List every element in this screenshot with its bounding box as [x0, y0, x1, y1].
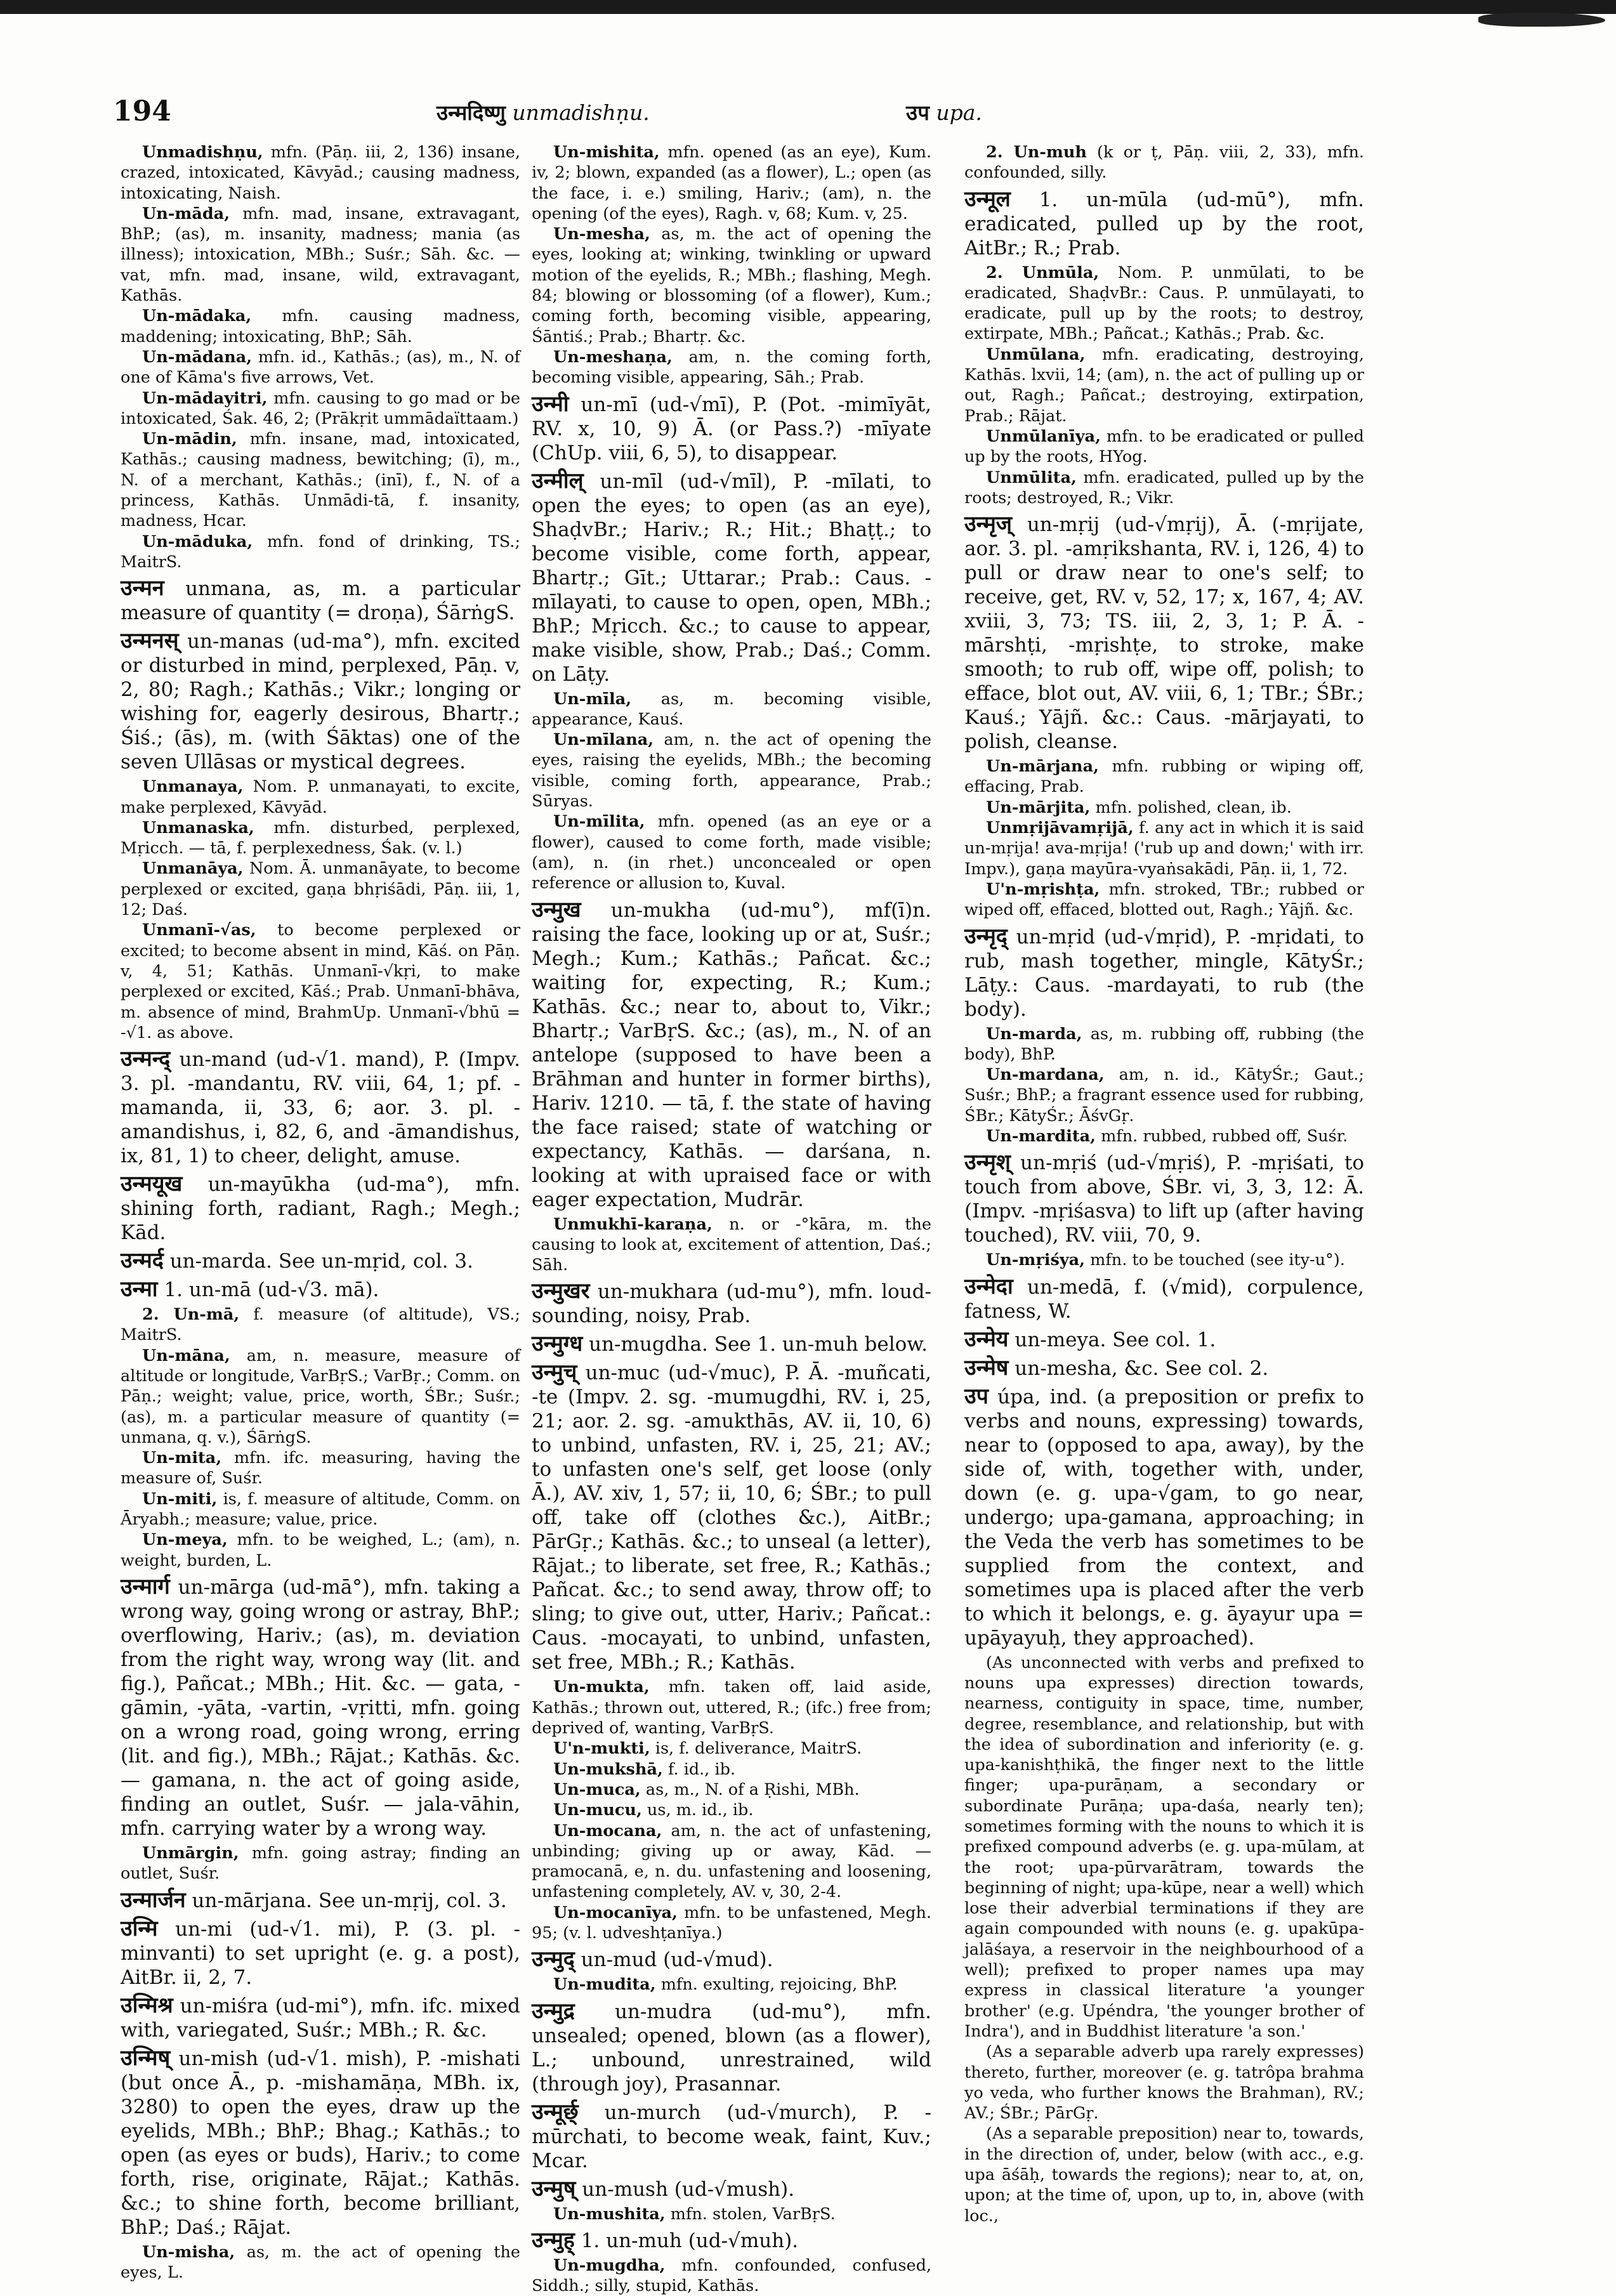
definition: am, n. the coming forth, becoming visible, appearing, Sāh.; Prab. — [532, 347, 931, 388]
dictionary-entry — [532, 2255, 931, 2296]
headword: Unmanī-√as, — [142, 921, 256, 940]
headword: U'n-mṛishṭa, — [986, 879, 1100, 899]
headword: उन्मूर्छ् — [532, 2099, 579, 2125]
definition: un-mesha, &c. See col. 2. — [1008, 1356, 1269, 1380]
dictionary-entry — [964, 756, 1364, 797]
headword: Un-mīlita, — [553, 812, 645, 832]
headword: उन्मनस् — [121, 628, 179, 654]
definition: Nom. P. unmanayati, to excite, make perplexed, Kāvyād. — [121, 777, 520, 817]
headword: Unmanaya, — [142, 777, 244, 797]
headword: Un-misha, — [142, 2242, 235, 2262]
headword: Un-mocana, — [553, 1821, 662, 1840]
dictionary-entry — [532, 1759, 931, 1780]
dictionary-entry — [532, 224, 931, 347]
dictionary-entry — [121, 920, 520, 1043]
definition: as, m. rubbing off, rubbing (the body), BhP. — [964, 1024, 1364, 1064]
definition: (As a separable adverb upa rarely expresses) thereto, further, moreover (e. g. tatrôpa brahma yo veda, who further knows the Brahman), RV.; AV.; ŚBr.; PārGṛ. — [964, 2042, 1364, 2123]
dictionary-entry — [532, 1738, 931, 1759]
definition: un-mukha (ud-mu°), mf(ī)n. raising the face, looking up or at, Suśr.; Megh.; Kum.; Kathās.; Pañcat. &c.; waiting for, expecting, R.; Kum.; Kathās. &c.; near to, about to, Vikr.; Bhartṛ.; VarBṛS. &c.; (as), m., N. of an antelope (supposed to have been a Brāhman and hunter in former births), Hariv. 1210. — tā, f. the state of having the face raised; state of watching or expectancy, Kathās. — darśana, n. looking at with upraised face or with eager expectation, Mudrār. — [532, 898, 931, 1211]
definition: mfn. to be touched (see ity-u°). — [1085, 1250, 1345, 1270]
definition: us, m. id., ib. — [641, 1801, 754, 1820]
headword: Unmūlanīya, — [986, 426, 1101, 446]
definition: is, f. deliverance, MaitrS. — [650, 1739, 862, 1759]
definition: un-meya. See col. 1. — [1008, 1328, 1216, 1351]
definition: un-miśra (ud-mi°), mfn. ifc. mixed with, variegated, Suśr.; MBh.; R. &c. — [121, 1994, 520, 2042]
definition: f. measure (of altitude), VS.; MaitrS. — [121, 1305, 520, 1345]
dictionary-entry — [532, 142, 931, 224]
dictionary-entry — [964, 468, 1364, 509]
dictionary-entry — [964, 426, 1364, 468]
headword: उन्मुख — [532, 896, 581, 922]
dictionary-entry — [532, 2204, 931, 2224]
dictionary-entry — [964, 2042, 1364, 2123]
headword: उन्मन — [121, 575, 164, 601]
definition: un-mīl (ud-√mīl), P. -mīlati, to open the eyes; to open (as an eye), ShaḍvBr.; Hariv.; R.; Hit.; Bhaṭṭ.; to become visible, come forth, appear, Bhartṛ.; Gīt.; Uttarar.; Prab.: Caus. -mīlayati, to cause to open, open, MBh.; BhP.; Mṛicch. &c.; to cause to appear, make visible, show, Prab.; Daś.; Comm. on Lāṭy. — [532, 469, 931, 686]
headword: उन्मा — [121, 1276, 158, 1302]
dictionary-entry — [532, 898, 931, 1212]
dictionary-entry — [121, 1346, 520, 1448]
dictionary-entry — [121, 2046, 520, 2240]
headword: उन्मेय — [964, 1326, 1009, 1352]
definition: un-mud (ud-√mud). — [574, 1948, 773, 1972]
dictionary-entry — [121, 1888, 520, 1913]
definition: as, m. becoming visible, appearance, Kauś. — [532, 689, 931, 729]
scan-top-border — [0, 0, 1616, 14]
headword: Un-mesha, — [553, 225, 650, 244]
headword: 2. Un-muh — [986, 143, 1087, 162]
dictionary-entry — [964, 879, 1364, 921]
dictionary-entry — [964, 1356, 1364, 1381]
dictionary-entry — [964, 1327, 1364, 1352]
dictionary-entry — [964, 1250, 1364, 1270]
definition: as, m. the act of opening the eyes, L. — [121, 2242, 520, 2282]
definition: mfn. eradicating, destroying, Kathās. lxvii, 14; (am), n. the act of pulling up or out, Ragh.; Pañcat.; destroying, extirpation, Prab.; Rājat. — [964, 344, 1364, 426]
dictionary-entry — [532, 1677, 931, 1738]
dictionary-entry — [121, 1575, 520, 1840]
dictionary-entry — [964, 1024, 1364, 1065]
headword: Un-muca, — [553, 1780, 641, 1799]
definition: un-mṛiś (ud-√mṛiś), P. -mṛiśati, to touch from above, ŚBr. vi, 3, 3, 12: Ā. (Impv. -mṛiśasva) to lift up (after having touched), RV. viii, 70, 9. — [964, 1151, 1364, 1247]
headword: Un-mardita, — [986, 1127, 1096, 1146]
dictionary-entry — [121, 2242, 520, 2283]
definition: am, n. the act of opening the eyes, raising the eyelids, MBh.; the becoming visible, coming forth, appearance, Prab.; Sūryas. — [532, 730, 931, 811]
dictionary-entry — [121, 1277, 520, 1302]
definition: un-mī (ud-√mī), P. (Pot. -mimīyāt, RV. x, 10, 9) Ā. (or Pass.?) -mīyate (ChUp. viii, 6, 5), to disappear. — [532, 393, 931, 464]
headword: उन्मुद्र — [532, 1998, 575, 2024]
definition: mfn. insane, mad, intoxicated, Kathās.; causing madness, bewitching; (ī), m., N. of a merchant, Kathās.; (inī), f., N. of a princess, Kathās. Unmādi-tā, f. insanity, madness, Hcar. — [121, 430, 520, 531]
running-head-right-deva: उप — [906, 100, 930, 125]
headword: Un-mīlana, — [553, 730, 654, 750]
running-head-right — [906, 98, 982, 126]
dictionary-entry — [121, 1917, 520, 1990]
running-head-left — [437, 98, 650, 126]
dictionary-entry — [121, 142, 520, 204]
dictionary-entry — [532, 689, 931, 730]
definition: mfn. (Pāṇ. iii, 2, 136) insane, crazed, intoxicated, Kāvyād.; causing madness, intoxicating, Naish. — [121, 143, 520, 203]
dictionary-entry — [964, 344, 1364, 426]
definition: as, m. the act of opening the eyes, looking at; winking, twinkling or upward motion of the eyelids, R.; MBh.; flashing, Megh. 84; blowing or blossoming (of a flower), Kum.; coming forth, becoming visible, appearing, Śāntiś.; Prab.; Bhartṛ. &c. — [532, 225, 931, 346]
running-head-left-roman: unmadishṇu. — [512, 100, 650, 125]
dictionary-entry — [532, 1360, 931, 1674]
headword: Un-mita, — [142, 1448, 222, 1468]
headword: उन्मृद् — [964, 923, 1008, 949]
headword: Un-mardana, — [986, 1065, 1105, 1085]
definition: Nom. Ā. unmanāyate, to become perplexed or excited, gaṇa bhṛiśādi, Pāṇ. iii, 1, 12; Daś. — [121, 859, 520, 920]
headword: Un-māduka, — [142, 532, 253, 551]
definition: un-marda. See un-mṛid, col. 3. — [163, 1250, 473, 1273]
dictionary-entry — [121, 388, 520, 430]
dictionary-entry — [964, 2123, 1364, 2226]
dictionary-entry — [964, 1384, 1364, 1650]
definition: am, n. id., KātyŚr.; Gaut.; Suśr.; BhP.; a fragrant essence used for rubbing, ŚBr.; KātyŚr.; ĀśvGṛ. — [964, 1065, 1364, 1125]
headword: Un-mocanīya, — [553, 1903, 678, 1922]
dictionary-entry — [532, 1903, 931, 1944]
headword: उन्मिष् — [121, 2045, 171, 2071]
headword: उन्मी — [532, 391, 569, 417]
definition: un-medā, f. (√mid), corpulence, fatness, W. — [964, 1275, 1364, 1323]
headword: Un-meshaṇa, — [553, 347, 673, 367]
headword: उन्मृश् — [964, 1150, 1011, 1176]
dictionary-entry — [121, 1172, 520, 1245]
headword: Un-māna, — [142, 1346, 230, 1365]
definition: mfn. going astray; finding an outlet, Suśr. — [121, 1843, 520, 1884]
headword: Un-mukta, — [553, 1677, 650, 1697]
definition: un-mayūkha (ud-ma°), mfn. shining forth, radiant, Ragh.; Megh.; Kād. — [121, 1173, 520, 1245]
headword: Un-mādayitri, — [142, 388, 268, 408]
definition: mfn. rubbing or wiping off, effacing, Prab. — [964, 757, 1364, 797]
headword: U'n-mukti, — [553, 1739, 650, 1759]
dictionary-entry — [121, 429, 520, 531]
headword: Un-mādana, — [142, 347, 253, 367]
headword: Un-mādaka, — [142, 306, 252, 326]
dictionary-entry — [121, 1047, 520, 1168]
definition: am, n. the act of unfastening, unbinding; giving up or away, Kād. — pramocanā, e, n. du. unfastening and loosening, unfastening completely, AV. v, 30, 2-4. — [532, 1821, 931, 1902]
headword: Un-mukshā, — [553, 1759, 663, 1779]
dictionary-entry — [964, 142, 1364, 183]
definition: un-mish (ud-√1. mish), P. -mishati (but once Ā., p. -mishamāṇa, MBh. ix, 3280) to open the eyes, draw up the eyelids, MBh.; BhP.; Bhag.; Kathās.; to open (as eyes or buds), Hariv.; to come forth, rise, originate, Rājat.; Kathās. &c.; to shine forth, become brilliant, BhP.; Daś.; Rājat. — [121, 2047, 520, 2239]
headword: उन्मार्जन — [121, 1887, 186, 1913]
definition: mfn. opened (as an eye or a flower), caused to come forth, made visible; (am), n. (in rhet.) unconcealed or open reference or allusion to, Kuval. — [532, 812, 931, 893]
definition: mfn. exulting, rejoicing, BhP. — [655, 1975, 898, 1995]
definition: f. id., ib. — [662, 1759, 736, 1779]
definition: un-mudra (ud-mu°), mfn. unsealed; opened, blown (as a flower), L.; unbound, unrestrained, wild (through joy), Prasannar. — [532, 2000, 931, 2096]
running-head-right-roman: upa. — [936, 100, 982, 125]
dictionary-entry — [964, 263, 1364, 344]
dictionary-entry — [121, 576, 520, 625]
headword: Un-mādin, — [142, 430, 237, 449]
definition: un-mārjana. See un-mṛij, col. 3. — [185, 1889, 507, 1912]
definition: mfn. confounded, confused, Siddh.; silly, stupid, Kathās. — [532, 2255, 931, 2296]
definition: úpa, ind. (a preposition or prefix to verbs and nouns, expressing) towards, near to (opposed to apa, away), by the side of, with, together with, under, down (e. g. upa-√gam, to go near, undergo; upa-gamana, approaching; in the Veda the verb has sometimes to be supplied from the context, and sometimes upa is placed after the verb to which it belongs, e. g. āyayur upa = upāyayuḥ, they approached). — [964, 1385, 1364, 1650]
definition: mfn. stolen, VarBṛS. — [665, 2204, 836, 2224]
dictionary-entry — [532, 1821, 931, 1903]
definition: mfn. causing to go mad or be intoxicated, Śak. 46, 2; (Prākṛit ummādaïttaam.) — [121, 388, 520, 428]
definition: mfn. taken off, laid aside, Kathās.; thrown out, uttered, R.; (ifc.) free from; deprived of, wanting, VarBṛS. — [532, 1677, 931, 1738]
dictionary-entry — [532, 469, 931, 686]
headword: Un-mārjita, — [986, 797, 1091, 817]
dictionary-entry — [964, 1275, 1364, 1323]
dictionary-entry — [532, 1780, 931, 1800]
definition: mfn. causing madness, maddening; intoxicating, BhP.; Sāh. — [121, 306, 520, 346]
running-head-left-deva: उन्मदिष्णु — [437, 100, 506, 125]
headword: Un-mṛiśya, — [986, 1250, 1086, 1270]
dictionary-entry — [532, 811, 931, 893]
definition: as, m., N. of a Ṛishi, MBh. — [640, 1780, 860, 1799]
headword: Unmārgin, — [142, 1843, 239, 1863]
dictionary-entry — [532, 1974, 931, 1995]
definition: mfn. id., Kathās.; (as), m., N. of one of Kāma's five arrows, Vet. — [121, 347, 520, 388]
headword: उन्मूल — [964, 186, 1011, 212]
headword: Unmṛijāvamṛijā, — [986, 818, 1134, 838]
dictionary-entry — [532, 2100, 931, 2173]
headword: Un-meya, — [142, 1530, 228, 1550]
definition: is, f. measure of altitude, Comm. on Āryabh.; measure; value, price. — [121, 1489, 520, 1530]
definition: un-mṛij (ud-√mṛij), Ā. (-mṛijate, aor. 3. pl. -amṛikshanta, RV. i, 126, 4) to pull or draw near to one's self; to receive, get, RV. v, 52, 17; x, 167, 4; AV. xviii, 3, 73; TS. iii, 2, 3, 1; P. Ā. -mārshṭi, -mṛishṭe, to stroke, make smooth; to rub off, wipe off, polish; to efface, blot out, AV. viii, 6, 1; TBr.; ŚBr.; Kauś.; Yājñ. &c.: Caus. -mārjayati, to polish, cleanse. — [964, 513, 1364, 754]
definition: mfn. to be eradicated or pulled up by the roots, HYog. — [964, 426, 1364, 467]
dictionary-entry — [121, 1448, 520, 1489]
definition: un-mugdha. See 1. un-muh below. — [582, 1333, 928, 1356]
headword: उन्मील् — [532, 468, 584, 494]
dictionary-entry — [121, 1993, 520, 2042]
dictionary-entry — [532, 1800, 931, 1820]
dictionary-entry — [121, 629, 520, 774]
headword: उन्मिश्र — [121, 1992, 173, 2018]
headword: Un-miti, — [142, 1489, 218, 1509]
definition: n. or -°kāra, m. the causing to look at, excitement of attention, Daś.; Sāh. — [532, 1214, 931, 1275]
definition: un-mārga (ud-mā°), mfn. taking a wrong way, going wrong or astray, BhP.; overflowing, Hariv.; (as), m. deviation from the right way, wrong way (lit. and fig.), Pañcat.; MBh.; Hit. &c. — gata, -gāmin, -yāta, -vartin, -vṛitti, mfn. going on a wrong road, going wrong, erring (lit. and fig.), MBh.; Rājat.; Kathās. &c. — gamana, n. the act of going aside, finding an outlet, Suśr. — jala-vāhin, mfn. carrying water by a wrong way. — [121, 1575, 520, 1840]
scan-smudge — [1478, 13, 1605, 27]
dictionary-entry — [121, 1304, 520, 1346]
definition: mfn. ifc. measuring, having the measure of, Suśr. — [121, 1448, 520, 1488]
definition: un-mush (ud-√mush). — [575, 2177, 795, 2201]
definition: un-murch (ud-√murch), P. -mūrchati, to become weak, faint, Kuv.; Mcar. — [532, 2101, 931, 2172]
definition: mfn. rubbed, rubbed off, Suśr. — [1096, 1127, 1348, 1146]
headword: Unmanaska, — [142, 818, 254, 837]
headword: उन्मुग्ध — [532, 1331, 583, 1357]
headword: Un-mishita, — [553, 143, 660, 162]
dictionary-entry — [121, 1489, 520, 1530]
headword: उन्मृज् — [964, 511, 1013, 537]
dictionary-entry — [964, 818, 1364, 879]
headword: Unmadishṇu, — [142, 143, 263, 162]
definition: (As unconnected with verbs and prefixed to nouns upa expresses) direction towards, nearness, contiguity in space, time, number, degree, resemblance, and relationship, but with the idea of subordination and inferiority (e. g. upa-kanishṭhikā, the finger next to the little finger; upa-purāṇam, a secondary or subordinate Purāṇa; upa-daśa, nearly ten); sometimes forming with the nouns to which it is prefixed compound adverbs (e. g. upa-mūlam, at the root; upa-pūrvarātram, towards the beginning of night; upa-kūpe, near a well) which lose their adverbial terminations if they are again compounded with nouns (e. g. upakūpa-jalāśaya, a reservoir in the neighbourhood of a well); prefixed to proper names upa may express in classical literature 'a younger brother' (e.g. Upéndra, 'the younger brother of Indra'), and in Buddhist literature 'a son.' — [964, 1653, 1364, 2041]
definition: mfn. to be unfastened, Megh. 95; (v. l. udveshṭanīya.) — [532, 1903, 931, 1943]
dictionary-entry — [964, 1150, 1364, 1247]
definition: 1. un-mā (ud-√3. mā). — [157, 1278, 379, 1302]
dictionary-entry — [121, 858, 520, 920]
headword: Un-mudita, — [553, 1975, 656, 1995]
dictionary-entry — [964, 512, 1364, 754]
definition: un-mi (ud-√1. mi), P. (3. pl. -minvanti) to set upright (e. g. a post), AitBr. ii, 2, 7. — [121, 1917, 520, 1989]
dictionary-entry — [532, 1214, 931, 1276]
definition: mfn. opened (as an eye), Kum. iv, 2; blown, expanded (as a flower), L.; open (as the face, i. e.) smiling, Hariv.; (am), n. the opening (of the eyes), Ragh. v, 68; Kum. v, 25. — [532, 143, 931, 223]
headword: 2. Un-mā, — [142, 1305, 240, 1325]
headword: उन्मि — [121, 1915, 158, 1941]
definition: mfn. fond of drinking, TS.; MaitrS. — [121, 532, 520, 572]
dictionary-entry — [532, 2228, 931, 2253]
dictionary-entry — [121, 818, 520, 859]
dictionary-entry — [964, 1065, 1364, 1126]
headword: उन्मेदा — [964, 1273, 1013, 1299]
column-3 — [964, 142, 1364, 2226]
headword: उन्मर्द — [121, 1248, 164, 1274]
page-header — [113, 95, 1515, 140]
headword: उन्मुह् — [532, 2227, 575, 2253]
headword: उन्मुद् — [532, 1946, 575, 1972]
definition: 1. un-mūla (ud-mū°), mfn. eradicated, pulled up by the root, AitBr.; R.; Prab. — [964, 188, 1364, 259]
dictionary-entry — [532, 1279, 931, 1328]
dictionary-entry — [121, 1530, 520, 1571]
headword: उप — [964, 1383, 989, 1409]
dictionary-entry — [121, 204, 520, 306]
dictionary-entry — [532, 1999, 931, 2096]
headword: Unmūlana, — [986, 344, 1086, 364]
headword: 2. Unmūla, — [986, 263, 1100, 282]
column-2 — [532, 142, 931, 2296]
definition: un-mand (ud-√1. mand), P. (Impv. 3. pl. -mandantu, RV. viii, 64, 1; pf. -mamanda, ii, 33, 6; aor. 3. pl. -amandishus, i, 82, 6, and -āmandishus, ix, 81, 1) to cheer, delight, amuse. — [121, 1048, 520, 1168]
headword: उन्मुच् — [532, 1360, 577, 1386]
headword: Un-mīla, — [553, 689, 632, 709]
definition: Nom. P. unmūlati, to be eradicated, ShaḍvBr.: Caus. P. unmūlayati, to eradicate, pull up by the roots; to destroy, extirpate, MBh.; Pañcat.; Kathās.; Prab. &c. — [964, 263, 1365, 344]
dictionary-entry — [964, 797, 1364, 818]
dictionary-entry — [532, 392, 931, 465]
headword: उन्मुष् — [532, 2175, 576, 2201]
dictionary-entry — [964, 187, 1364, 260]
dictionary-entry — [121, 347, 520, 388]
definition: to become perplexed or excited; to become absent in mind, Kāś. on Pāṇ. v, 4, 51; Kathās. Unmanī-√kṛi, to make perplexed or excited, Kāś.; Prab. Unmanī-bhāva, m. absence of mind, BrahmUp. Unmanī-√bhū = -√1. as above. — [121, 921, 520, 1042]
dictionary-entry — [532, 347, 931, 388]
dictionary-entry — [532, 2177, 931, 2201]
dictionary-entry — [121, 532, 520, 573]
headword: Un-mārjana, — [986, 757, 1099, 777]
definition: mfn. polished, clean, ib. — [1090, 797, 1292, 817]
headword: Un-marda, — [986, 1024, 1082, 1044]
definition: un-manas (ud-ma°), mfn. excited or disturbed in mind, perplexed, Pāṇ. v, 2, 80; Ragh.; Kathās.; Vikr.; longing or wishing for, eagerly desirous, Bhartṛ.; Śiś.; (ās), m. (with Śāktas) one of the seven Ullāsas or mystical degrees. — [121, 630, 520, 774]
dictionary-entry — [964, 924, 1364, 1021]
dictionary-entry — [532, 730, 931, 811]
definition: am, n. measure, measure of altitude or longitude, VarBṛS.; VarBṛ.; Comm. on Pāṇ.; weight; value, price, worth, ŚBr.; Suśr.; (as), m. a particular measure of quantity (= unmana, q. v.), ŚārṅgS. — [121, 1346, 520, 1447]
definition: un-muc (ud-√muc), P. Ā. -muñcati, -te (Impv. 2. sg. -mumugdhi, RV. i, 25, 21; aor. 2. sg. -amukthās, AV. ii, 10, 6) to unbind, unfasten, RV. i, 25, 21; AV.; to unfasten one's self, get loose (only Ā.), AV. xiv, 1, 57; ii, 10, 6; ŚBr.; to pull off, take off (clothes &c.), AitBr.; PārGṛ.; Kathās. &c.; to unseal (a letter), Rājat.; to liberate, set free, R.; Kathās.; Pañcat. &c.; to send away, throw off; to sling; to give out, utter, Hariv.; Pañcat.: Caus. -mocayati, to unbind, unfasten, set free, MBh.; R.; Kathās. — [532, 1361, 931, 1674]
headword: Unmūlita, — [986, 468, 1077, 487]
dictionary-entry — [532, 1332, 931, 1356]
dictionary-entry — [121, 1249, 520, 1273]
definition: (As a separable preposition) near to, towards, in the direction of, under, below (with acc., e.g. upa āśāḥ, towards the regions); near to, at, on, upon; at the time of, upon, up to, in, above (with loc., — [964, 2124, 1364, 2226]
dictionary-entry — [121, 777, 520, 818]
dictionary-entry — [964, 1126, 1364, 1146]
definition: mfn. mad, insane, extravagant, BhP.; (as), m. insanity, madness; mania (as illness); intoxication, MBh.; Suśr.; Sāh. &c. — vat, mfn. mad, insane, wild, extravagant, Kathās. — [121, 204, 520, 306]
definition: 1. un-muh (ud-√muh). — [574, 2229, 799, 2252]
headword: उन्मन्द् — [121, 1046, 171, 1072]
headword: Un-mushita, — [553, 2204, 666, 2224]
headword: Un-māda, — [142, 204, 230, 223]
definition: unmana, as, m. a particular measure of quantity (= droṇa), ŚārṅgS. — [121, 577, 520, 625]
headword: Unmanāya, — [142, 859, 244, 879]
definition: mfn. to be weighed, L.; (am), n. weight, burden, L. — [121, 1530, 520, 1570]
dictionary-entry — [121, 1843, 520, 1884]
headword: Un-mucu, — [553, 1801, 642, 1820]
definition: mfn. stroked, TBr.; rubbed or wiped off, effaced, blotted out, Ragh.; Yājñ. &c. — [964, 879, 1364, 920]
definition: mfn. disturbed, perplexed, Mṛicch. — tā, f. perplexedness, Śak. (v. l.) — [121, 818, 520, 858]
definition: (k or ṭ, Pāṇ. viii, 2, 33), mfn. confounded, silly. — [964, 143, 1364, 183]
dictionary-entry — [121, 306, 520, 347]
definition: un-mukhara (ud-mu°), mfn. loud-sounding, noisy, Prab. — [532, 1280, 931, 1328]
headword: उन्मार्ग — [121, 1573, 170, 1599]
column-1 — [121, 142, 520, 2283]
dictionary-entry — [964, 1653, 1364, 2042]
definition: mfn. eradicated, pulled up by the roots; destroyed, R.; Vikr. — [964, 468, 1364, 508]
headword: उन्मुखर — [532, 1278, 590, 1304]
definition: un-mṛid (ud-√mṛid), P. -mṛidati, to rub, mash together, mingle, KātyŚr.; Lāṭy.: Caus. -mardayati, to rub (the body). — [964, 925, 1364, 1021]
headword: Unmukhī-karaṇa, — [553, 1214, 713, 1234]
headword: उन्मेष — [964, 1355, 1009, 1381]
dictionary-entry — [532, 1947, 931, 1972]
headword: Un-mugdha, — [553, 2255, 666, 2275]
page-number: 194 — [113, 95, 171, 128]
headword: उन्मयूख — [121, 1171, 183, 1197]
definition: f. any act in which it is said un-mṛija! ava-mṛija! ('rub up and down;' with irr. Impv.), gaṇa mayūra-vyaṅsakādi, Pāṇ. ii, 1, 72. — [964, 818, 1365, 879]
